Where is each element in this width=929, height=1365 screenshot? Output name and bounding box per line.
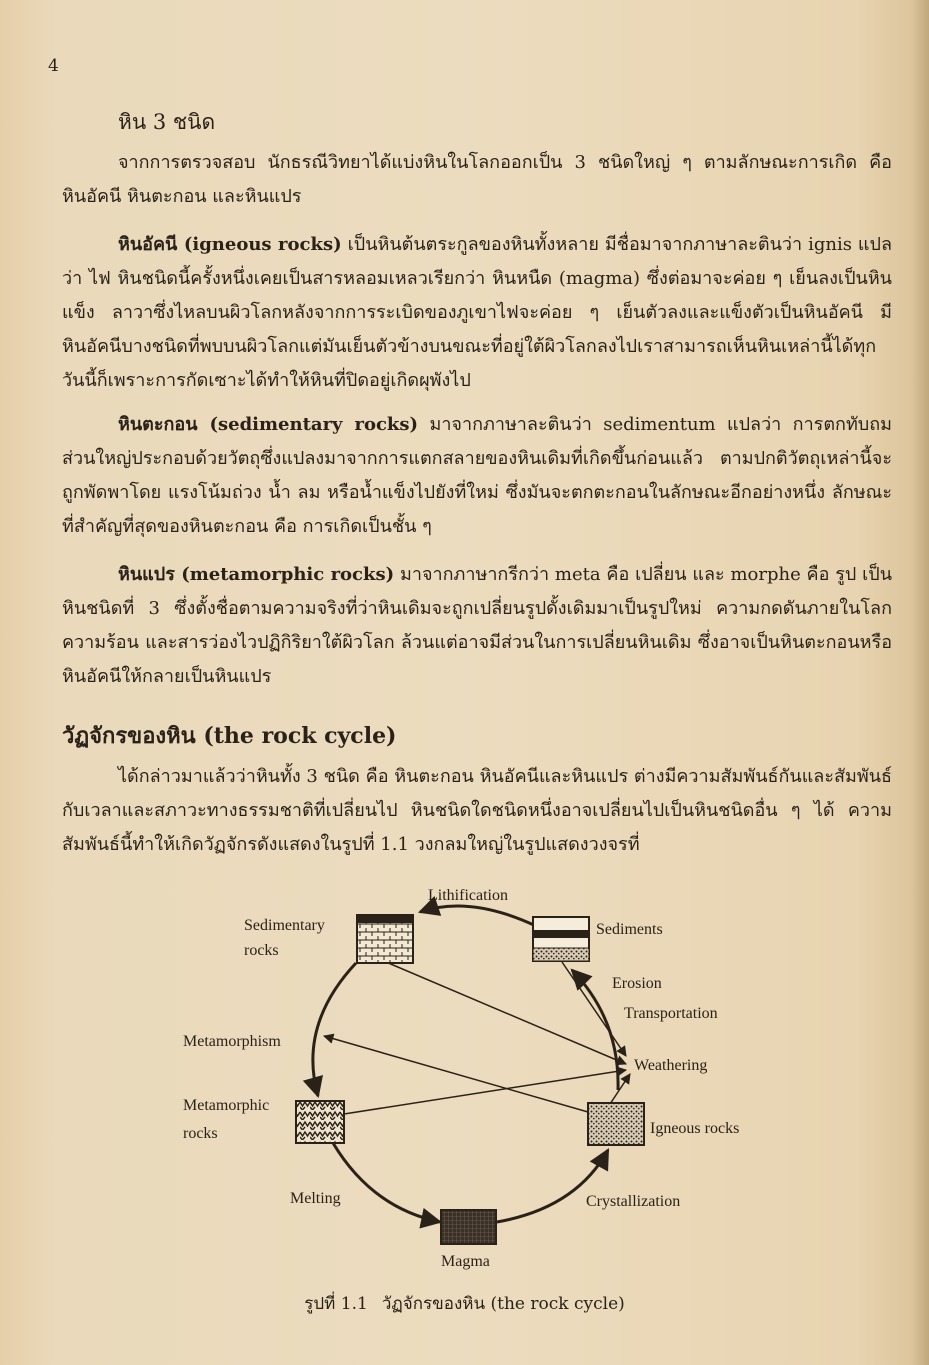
figure-caption bbox=[0, 1290, 929, 1317]
section-heading: หิน 3 ชนิด bbox=[118, 110, 216, 134]
label-metamorphism: Metamorphism bbox=[183, 1033, 281, 1050]
figure-caption-text: วัฏจักรของหิน (the rock cycle) bbox=[381, 1294, 625, 1314]
label-igneous-rocks: Igneous rocks bbox=[650, 1120, 740, 1137]
label-sedimentary-rocks-line2: rocks bbox=[244, 942, 279, 959]
label-magma: Magma bbox=[441, 1253, 490, 1270]
label-melting: Melting bbox=[290, 1190, 341, 1207]
metamorphic-term: หินแปร (metamorphic rocks) bbox=[118, 564, 395, 585]
page-number: 4 bbox=[48, 56, 59, 76]
arrow-igneous-to-metamorphism bbox=[324, 1036, 588, 1112]
rock-cycle-text: ได้กล่าวมาแล้วว่าหินทั้ง 3 ชนิด คือ หินตะกอน หินอัคนีและหินแปร ต่างมีความสัมพันธ์กันและสัมพันธ์กับเวลาและสภาวะทางธรรมชาติที่เปลี่ยนไป หินชนิดใดชนิดหนึ่งอาจเปลี่ยนไปเป็นหินชนิดอื่น ๆ ได้ ความสัมพันธ์นี้ทำให้เกิดวัฏจักรดังแสดงในรูปที่ 1.1 วงกลมใหญ่ในรูปแสดงวงจรที่ bbox=[62, 766, 892, 855]
intro-text: จากการตรวจสอบ นักธรณีวิทยาได้แบ่งหินในโลกออกเป็น 3 ชนิดใหญ่ ๆ ตามลักษณะการเกิด คือ หินอัคนี หินตะกอน และหินแปร bbox=[62, 152, 892, 207]
igneous-term: หินอัคนี (igneous rocks) bbox=[118, 234, 342, 255]
label-erosion: Erosion bbox=[612, 975, 662, 992]
label-crystallization: Crystallization bbox=[586, 1193, 681, 1210]
arc-crystallization bbox=[497, 1150, 608, 1222]
igneous-rocks-icon bbox=[588, 1103, 644, 1145]
sedimentary-term: หินตะกอน (sedimentary rocks) bbox=[118, 414, 419, 435]
label-transportation: Transportation bbox=[624, 1005, 718, 1022]
sediments-icon bbox=[533, 917, 589, 961]
label-metamorphic-rocks-line1: Metamorphic bbox=[183, 1097, 270, 1114]
metamorphic-text: มาจากภาษากรีกว่า meta คือ เปลี่ยน และ morphe คือ รูป เป็นหินชนิดที่ 3 ซึ่งตั้งชื่อตามความจริงที่ว่าหินเดิมจะถูกเปลี่ยนรูปดั้งเดิมมาเป็นรูปใหม่ ความกดดันภายในโลก ความร้อน และสารว่องไวปฏิกิริยาใต้ผิวโลก ล้วนแต่อาจมีส่วนในการเปลี่ยนหินเดิม ซึ่งอาจเป็นหินตะกอนหรือหินอัคนีให้กลายเป็นหินแปร bbox=[62, 564, 892, 687]
sedimentary-text: มาจากภาษาละตินว่า sedimentum แปลว่า การตกทับถม ส่วนใหญ่ประกอบด้วยวัตถุซึ่งแปลงมาจากการแตกสลายของหินเดิมที่เกิดขึ้นก่อนแล้ว ตามปกติวัตถุเหล่านี้จะถูกพัดพาโดย แรงโน้มถ่วง น้ำ ลม หรือน้ำแข็งไปยังที่ใหม่ ซึ่งมันจะตกตะกอนในลักษณะอีกอย่างหนึ่ง ลักษณะที่สำคัญที่สุดของหินตะกอน คือ การเกิดเป็นชั้น ๆ bbox=[62, 414, 892, 537]
arrow-igneous-to-weathering bbox=[610, 1074, 630, 1104]
arc-metamorphism bbox=[313, 963, 356, 1096]
label-metamorphic-rocks-line2: rocks bbox=[183, 1125, 218, 1142]
sedimentary-rocks-icon bbox=[357, 915, 413, 963]
arrow-metamorphic-to-weathering bbox=[344, 1070, 626, 1114]
label-weathering: Weathering bbox=[634, 1057, 708, 1074]
metamorphic-rocks-icon bbox=[296, 1101, 344, 1143]
rock-cycle-heading: วัฏจักรของหิน (the rock cycle) bbox=[62, 723, 397, 749]
label-lithification: Lithification bbox=[428, 887, 508, 904]
arc-melting bbox=[333, 1143, 440, 1222]
label-sedimentary-rocks-line1: Sedimentary bbox=[244, 917, 325, 934]
magma-icon bbox=[441, 1210, 496, 1244]
figure-number: รูปที่ 1.1 bbox=[304, 1294, 368, 1314]
arc-lithification bbox=[420, 906, 536, 926]
label-sediments: Sediments bbox=[596, 921, 663, 938]
arrow-sedimentary-to-weathering bbox=[386, 962, 626, 1064]
igneous-text: เป็นหินต้นตระกูลของหินทั้งหลาย มีชื่อมาจากภาษาละตินว่า ignis แปลว่า ไฟ หินชนิดนี้ครั้งหนึ่งเคยเป็นสารหลอมเหลวเรียกว่า หินหนืด (magma) ซึ่งต่อมาจะค่อย ๆ เย็นลงเป็นหินแข็ง ลาวาซึ่งไหลบนผิวโลกหลังจากการระเบิดของภูเขาไฟจะค่อย ๆ เย็นตัวลงและแข็งตัวเป็นหินอัคนี มีหินอัคนีบางชนิดที่พบบนผิวโลกแต่มันเย็นตัวข้างบนขณะที่อยู่ใต้ผิวโลกลงไปเราสามารถเห็นหินเหล่านี้ได้ทุกวันนี้ก็เพราะการกัดเซาะได้ทำให้หินที่ปิดอยู่เกิดผุพังไป bbox=[62, 234, 892, 391]
